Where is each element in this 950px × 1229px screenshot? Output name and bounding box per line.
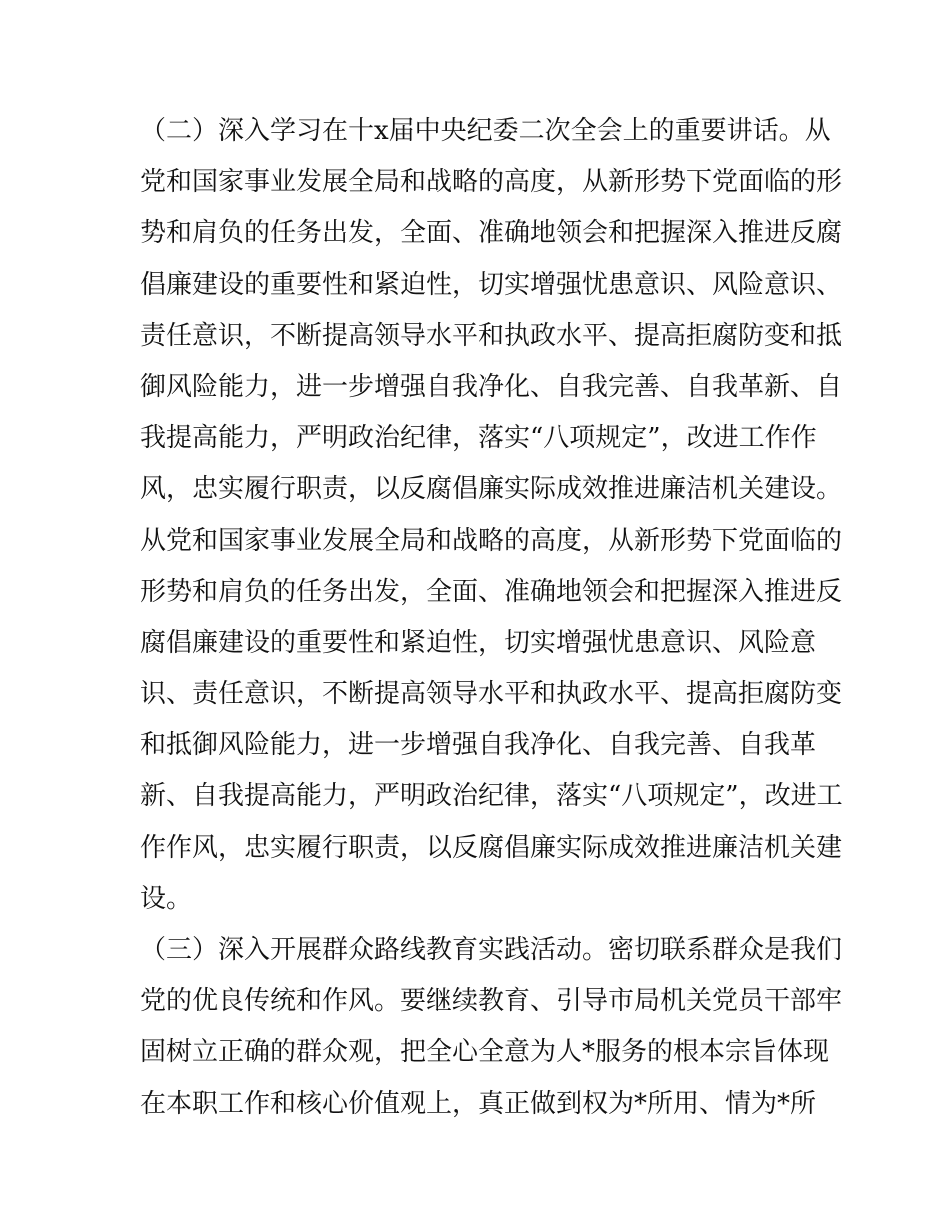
text-line: 倡廉建设的重要性和紧迫性，切实增强忧患意识、风险意识、 [140, 269, 843, 300]
text-line: 御风险能力，进一步增强自我净化、自我完善、自我革新、自 [140, 371, 843, 402]
text-line: 责任意识，不断提高领导水平和执政水平、提高拒腐防变和抵 [140, 320, 843, 351]
text-line: 和抵御风险能力，进一步增强自我净化、自我完善、自我革 [140, 730, 817, 761]
text-line: （二）深入学习在十x届中央纪委二次全会上的重要讲话。从 [140, 116, 831, 146]
text-line: 势和肩负的任务出发，全面、准确地领会和把握深入推进反腐 [140, 218, 843, 249]
text-line: 党和国家事业发展全局和战略的高度，从新形势下党面临的形 [140, 167, 843, 198]
document-body [140, 106, 843, 1130]
text-line: 从党和国家事业发展全局和战略的高度，从新形势下党面临的 [140, 525, 843, 556]
text-line: 作作风，忠实履行职责，以反腐倡廉实际成效推进廉洁机关建 [140, 832, 843, 863]
text-line: 风，忠实履行职责，以反腐倡廉实际成效推进廉洁机关建设。 [140, 474, 843, 505]
text-line: 识、责任意识，不断提高领导水平和执政水平、提高拒腐防变 [140, 679, 843, 710]
text-line: 固树立正确的群众观，把全心全意为人*服务的根本宗旨体现 [140, 1037, 830, 1068]
text-line: （三）深入开展群众路线教育实践活动。密切联系群众是我们 [140, 935, 843, 965]
text-line: 腐倡廉建设的重要性和紧迫性，切实增强忧患意识、风险意 [140, 627, 817, 658]
text-line: 党的优良传统和作风。要继续教育、引导市局机关党员干部牢 [140, 986, 843, 1017]
text-line: 新、自我提高能力，严明政治纪律，落实“八项规定”，改进工 [140, 781, 843, 812]
text-line: 我提高能力，严明政治纪律，落实“八项规定”，改进工作作 [140, 423, 817, 454]
text-line: 在本职工作和核心价值观上，真正做到权为*所用、情为*所 [140, 1088, 817, 1119]
text-line: 形势和肩负的任务出发，全面、准确地领会和把握深入推进反 [140, 576, 843, 607]
text-line: 设。 [140, 883, 193, 914]
